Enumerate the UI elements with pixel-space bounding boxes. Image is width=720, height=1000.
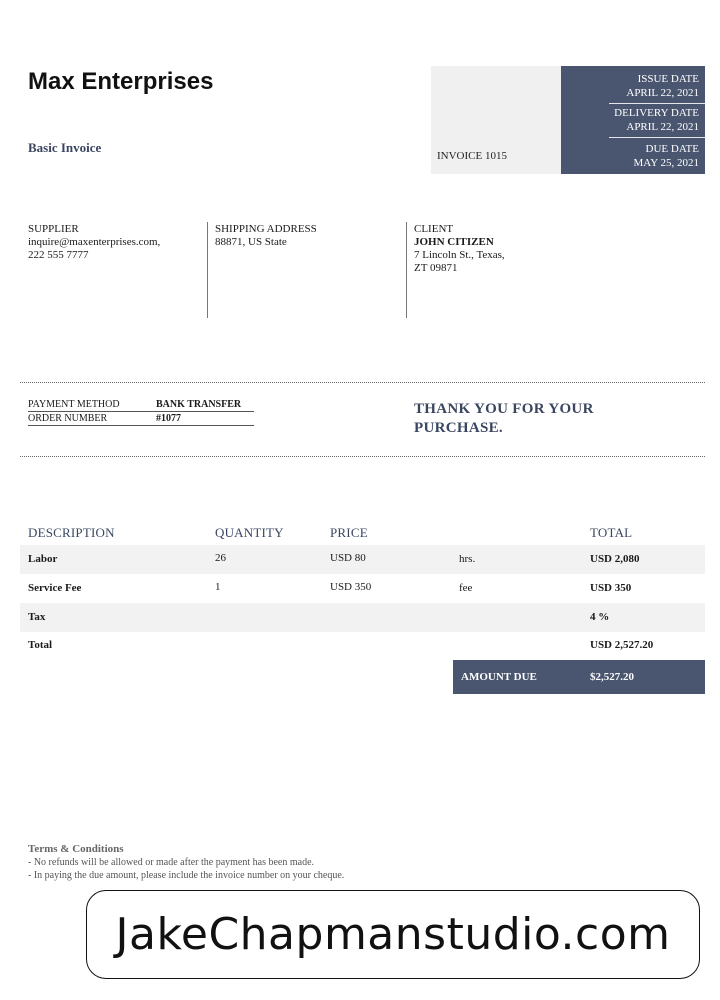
terms-title: Terms & Conditions bbox=[28, 843, 124, 855]
row-unit: fee bbox=[459, 582, 473, 594]
order-number-value: #1077 bbox=[156, 413, 181, 424]
amount-due-box bbox=[453, 660, 705, 694]
shipping-block bbox=[215, 223, 317, 249]
thank-you-message: THANK YOU FOR YOUR PURCHASE. bbox=[414, 401, 594, 436]
payment-method-label: PAYMENT METHOD bbox=[28, 399, 120, 410]
payment-table bbox=[28, 398, 254, 426]
column-divider bbox=[207, 222, 208, 318]
supplier-phone: 222 555 7777 bbox=[28, 249, 89, 261]
row-description: Total bbox=[28, 639, 53, 651]
col-header-quantity: QUANTITY bbox=[215, 525, 284, 540]
dotted-divider bbox=[20, 456, 705, 457]
supplier-block bbox=[28, 223, 160, 262]
terms-block bbox=[28, 843, 344, 882]
row-description: Tax bbox=[28, 611, 46, 623]
terms-item: - No refunds will be allowed or made after the payment has been made. bbox=[28, 857, 315, 868]
row-description: Service Fee bbox=[28, 582, 82, 594]
row-price: USD 350 bbox=[330, 581, 372, 593]
delivery-date: APRIL 22, 2021 bbox=[626, 121, 699, 133]
due-date-label: DUE DATE bbox=[645, 143, 699, 155]
row-quantity: 26 bbox=[215, 552, 226, 564]
order-number-label: ORDER NUMBER bbox=[28, 413, 108, 424]
shipping-address: 88871, US State bbox=[215, 236, 287, 248]
client-name: JOHN CITIZEN bbox=[414, 236, 494, 248]
row-total: 4 % bbox=[590, 611, 610, 623]
row-description: Labor bbox=[28, 553, 58, 565]
client-address-line2: ZT 09871 bbox=[414, 262, 458, 274]
row-total: USD 2,080 bbox=[590, 553, 640, 565]
terms-item: - In paying the due amount, please include the invoice number on your cheque. bbox=[28, 870, 345, 881]
client-address-line1: 7 Lincoln St., Texas, bbox=[414, 249, 505, 261]
invoice-subtitle: Basic Invoice bbox=[28, 140, 102, 155]
dotted-divider bbox=[20, 382, 705, 383]
amount-due-label: AMOUNT DUE bbox=[461, 671, 537, 683]
invoice-number: INVOICE 1015 bbox=[437, 150, 507, 162]
row-total: USD 350 bbox=[590, 582, 632, 594]
payment-method-value: BANK TRANSFER bbox=[156, 399, 242, 410]
watermark-banner: JakeChapmanstudio.com bbox=[86, 890, 700, 979]
row-price: USD 80 bbox=[330, 552, 366, 564]
client-label: CLIENT bbox=[414, 223, 454, 235]
col-header-price: PRICE bbox=[330, 525, 368, 540]
delivery-date-label: DELIVERY DATE bbox=[614, 107, 699, 119]
due-date: MAY 25, 2021 bbox=[633, 157, 699, 169]
supplier-email: inquire@maxenterprises.com, bbox=[28, 236, 161, 248]
row-quantity: 1 bbox=[215, 581, 221, 593]
row-unit: hrs. bbox=[459, 553, 476, 565]
issue-date: APRIL 22, 2021 bbox=[626, 87, 699, 99]
issue-date-label: ISSUE DATE bbox=[637, 73, 699, 85]
supplier-label: SUPPLIER bbox=[28, 223, 79, 235]
column-divider bbox=[406, 222, 407, 318]
dates-panel bbox=[561, 66, 705, 174]
shipping-label: SHIPPING ADDRESS bbox=[215, 223, 317, 235]
amount-due-value: $2,527.20 bbox=[590, 671, 634, 683]
col-header-description: DESCRIPTION bbox=[28, 525, 115, 540]
dates-divider bbox=[609, 137, 705, 138]
dates-divider bbox=[609, 103, 705, 104]
payment-method-row bbox=[28, 398, 254, 412]
col-header-total: TOTAL bbox=[590, 525, 633, 540]
order-number-row bbox=[28, 412, 254, 426]
company-name: Max Enterprises bbox=[28, 68, 214, 95]
client-block bbox=[414, 223, 505, 275]
row-total: USD 2,527.20 bbox=[590, 639, 654, 651]
